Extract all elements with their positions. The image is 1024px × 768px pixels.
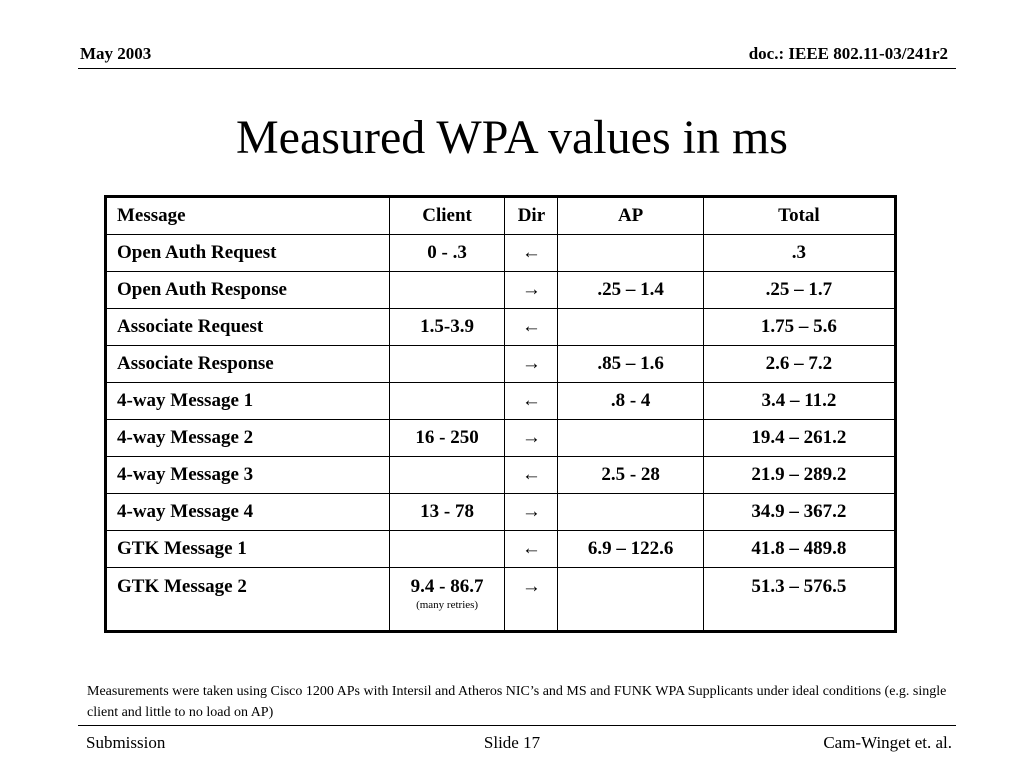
cell-direction-arrow-value: ← (521, 464, 541, 485)
cell-ap-value: 6.9 – 122.6 (587, 538, 674, 559)
table-row (106, 531, 896, 568)
cell-direction-arrow-value: ← (521, 316, 541, 337)
table-row (106, 494, 896, 531)
cell-message-value: Open Auth Request (117, 242, 277, 263)
cell-message-value: GTK Message 1 (117, 538, 247, 559)
cell-message-value: 4-way Message 2 (117, 427, 254, 448)
cell-message (106, 457, 390, 494)
header-rule (78, 68, 956, 69)
cell-total-value: 51.3 – 576.5 (751, 576, 847, 597)
cell-ap (558, 346, 703, 383)
table-row (106, 420, 896, 457)
footer-submission: Submission (86, 733, 166, 752)
column-header-client: Client (389, 197, 505, 235)
table-row (106, 568, 896, 632)
cell-direction-arrow-value: ← (521, 390, 541, 411)
cell-client (389, 235, 505, 272)
cell-client (389, 309, 505, 346)
cell-direction-arrow (505, 531, 558, 568)
cell-direction-arrow-value: → (521, 279, 541, 300)
cell-total (703, 494, 895, 531)
cell-ap (558, 235, 703, 272)
cell-direction-arrow-value: → (521, 576, 541, 597)
cell-message-value: 4-way Message 3 (117, 464, 254, 485)
cell-client (389, 383, 505, 420)
cell-total-value: 2.6 – 7.2 (765, 353, 833, 374)
cell-client (389, 494, 505, 531)
cell-message-value: GTK Message 2 (117, 576, 247, 597)
cell-message (106, 531, 390, 568)
cell-direction-arrow (505, 568, 558, 632)
cell-message (106, 235, 390, 272)
cell-message-value: Associate Response (117, 353, 274, 374)
cell-message (106, 383, 390, 420)
measurement-footnote: Measurements were taken using Cisco 1200 APs with Intersil and Atheros NIC’s and MS and FUNK WPA Supplicants under ideal conditions (e.g. single client and little to no load on AP) (87, 684, 947, 720)
cell-ap (558, 494, 703, 531)
cell-direction-arrow-value: ← (521, 538, 541, 559)
cell-message (106, 568, 390, 632)
cell-total-value: .25 – 1.7 (765, 279, 833, 300)
cell-client (389, 272, 505, 309)
cell-total-value: .3 (791, 242, 807, 263)
cell-ap (558, 309, 703, 346)
table-body (106, 235, 896, 632)
cell-direction-arrow-value: → (521, 427, 541, 448)
cell-client (389, 531, 505, 568)
cell-total (703, 235, 895, 272)
cell-client-value: 9.4 - 86.7 (410, 576, 484, 597)
cell-direction-arrow (505, 272, 558, 309)
cell-total (703, 309, 895, 346)
cell-direction-arrow (505, 494, 558, 531)
cell-ap (558, 272, 703, 309)
table-row (106, 272, 896, 309)
cell-total-value: 3.4 – 11.2 (761, 390, 837, 411)
cell-ap (558, 568, 703, 632)
cell-ap (558, 531, 703, 568)
cell-total (703, 272, 895, 309)
cell-message-value: Open Auth Response (117, 279, 287, 300)
slide-title: Measured WPA values in ms (236, 111, 788, 164)
cell-total (703, 346, 895, 383)
cell-ap (558, 457, 703, 494)
cell-ap-value: .85 – 1.6 (597, 353, 664, 374)
cell-ap-value: .8 - 4 (610, 390, 651, 411)
cell-direction-arrow (505, 420, 558, 457)
cell-total-value: 21.9 – 289.2 (751, 464, 847, 485)
cell-ap (558, 420, 703, 457)
cell-direction-arrow (505, 346, 558, 383)
column-header-total: Total (703, 197, 895, 235)
footer-slide-number: Slide 17 (483, 733, 541, 752)
cell-total (703, 531, 895, 568)
cell-message (106, 309, 390, 346)
footer-rule (78, 725, 956, 726)
cell-message-value: 4-way Message 1 (117, 390, 254, 411)
header-doc-id: doc.: IEEE 802.11-03/241r2 (748, 44, 948, 63)
table-row (106, 346, 896, 383)
cell-client-value: 1.5-3.9 (420, 316, 474, 337)
cell-direction-arrow (505, 383, 558, 420)
cell-ap (558, 383, 703, 420)
cell-direction-arrow (505, 235, 558, 272)
cell-message-value: Associate Request (117, 316, 264, 337)
wpa-values-table (104, 195, 897, 633)
cell-ap-value: 2.5 - 28 (601, 464, 660, 485)
cell-client-value: 16 - 250 (415, 427, 479, 448)
cell-total-value: 1.75 – 5.6 (760, 316, 837, 337)
cell-client-value: 0 - .3 (427, 242, 467, 263)
column-header-ap: AP (558, 197, 703, 235)
table-header-row (106, 197, 896, 235)
client-note: (many retries) (416, 599, 479, 611)
cell-client (389, 568, 505, 632)
column-header-dir: Dir (505, 197, 558, 235)
cell-direction-arrow (505, 457, 558, 494)
table-row (106, 457, 896, 494)
cell-direction-arrow-value: ← (521, 242, 541, 263)
cell-direction-arrow (505, 309, 558, 346)
cell-total-value: 34.9 – 367.2 (751, 501, 847, 522)
cell-client (389, 457, 505, 494)
cell-direction-arrow-value: → (521, 353, 541, 374)
cell-ap-value: .25 – 1.4 (597, 279, 664, 300)
cell-direction-arrow-value: → (521, 501, 541, 522)
cell-total (703, 568, 895, 632)
cell-client-value: 13 - 78 (420, 501, 474, 522)
cell-total (703, 383, 895, 420)
cell-message (106, 272, 390, 309)
table-row (106, 235, 896, 272)
table-row (106, 383, 896, 420)
cell-client (389, 420, 505, 457)
table-row (106, 309, 896, 346)
cell-total-value: 41.8 – 489.8 (751, 538, 847, 559)
cell-total-value: 19.4 – 261.2 (751, 427, 847, 448)
cell-total (703, 420, 895, 457)
cell-client (389, 346, 505, 383)
cell-total (703, 457, 895, 494)
header-date: May 2003 (80, 44, 152, 63)
cell-message-value: 4-way Message 4 (117, 501, 254, 522)
footer-authors: Cam-Winget et. al. (823, 733, 952, 752)
column-header-message: Message (106, 197, 390, 235)
cell-message (106, 494, 390, 531)
cell-message (106, 346, 390, 383)
cell-message (106, 420, 390, 457)
